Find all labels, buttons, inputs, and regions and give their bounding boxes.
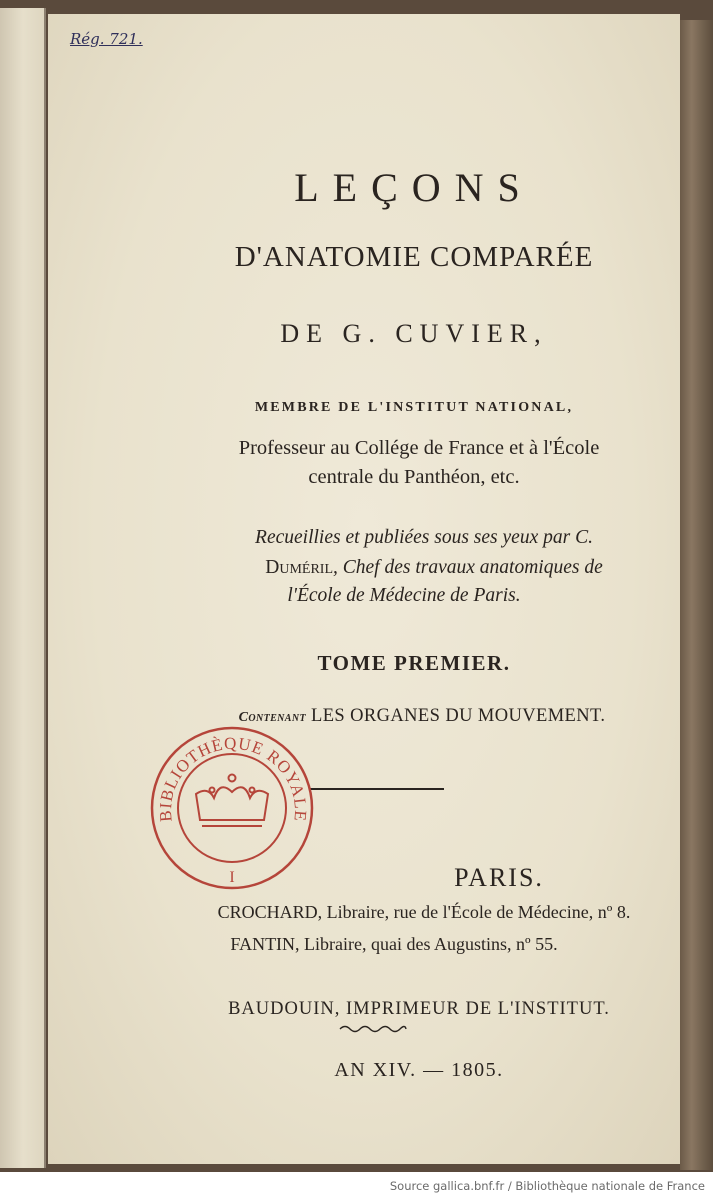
book-subtitle: D'ANATOMIE COMPARÉE — [234, 241, 594, 273]
editor-line-2 — [118, 557, 713, 579]
place-line: PARIS. — [454, 863, 544, 892]
editor-line-3: l'École de Médecine de Paris. — [287, 585, 521, 606]
membership-line: MEMBRE DE L'INSTITUT NATIONAL, — [254, 400, 574, 415]
date-line: AN XIV. — 1805. — [334, 1059, 504, 1081]
contents-lead: Contenant — [238, 710, 306, 725]
ornament-flourish — [338, 1024, 408, 1034]
library-stamp — [148, 724, 316, 892]
crown-icon — [196, 775, 268, 827]
professorship-line-1: Professeur au Collége de France et à l'École — [238, 437, 600, 459]
editor-line-1: Recueillies et publiées sous ses yeux par C. — [255, 527, 593, 548]
stamp-mark: I — [229, 869, 235, 886]
gutter-edge — [44, 8, 46, 1168]
publisher-line-2: FANTIN, Libraire, quai des Augustins, nº 55. — [230, 934, 558, 954]
editor-name: Duméril — [265, 557, 334, 578]
publisher-line-1: CROCHARD, Libraire, rue de l'École de Médecine, nº 8. — [217, 902, 631, 922]
author-line: DE G. CUVIER, — [280, 319, 548, 348]
source-footer: Source gallica.bnf.fr / Bibliothèque nationale de France — [389, 1179, 705, 1193]
shelfmark-annotation: Rég. 721. — [70, 30, 143, 48]
editor-title: , Chef des travaux anatomiques de — [333, 557, 603, 578]
left-page-leaf — [0, 8, 46, 1168]
printer-line: BAUDOUIN, IMPRIMEUR DE L'INSTITUT. — [228, 999, 610, 1019]
volume-line: TOME PREMIER. — [317, 651, 511, 675]
professorship-line-2: centrale du Panthéon, etc. — [308, 466, 520, 488]
book-title: LEÇONS — [294, 165, 534, 210]
title-page — [48, 14, 680, 1164]
divider-rule — [310, 788, 444, 790]
stamp-text-path: BIBLIOTHÈQUE ROYALE — [155, 733, 311, 823]
contents-text: LES ORGANES DU MOUVEMENT. — [306, 706, 606, 726]
